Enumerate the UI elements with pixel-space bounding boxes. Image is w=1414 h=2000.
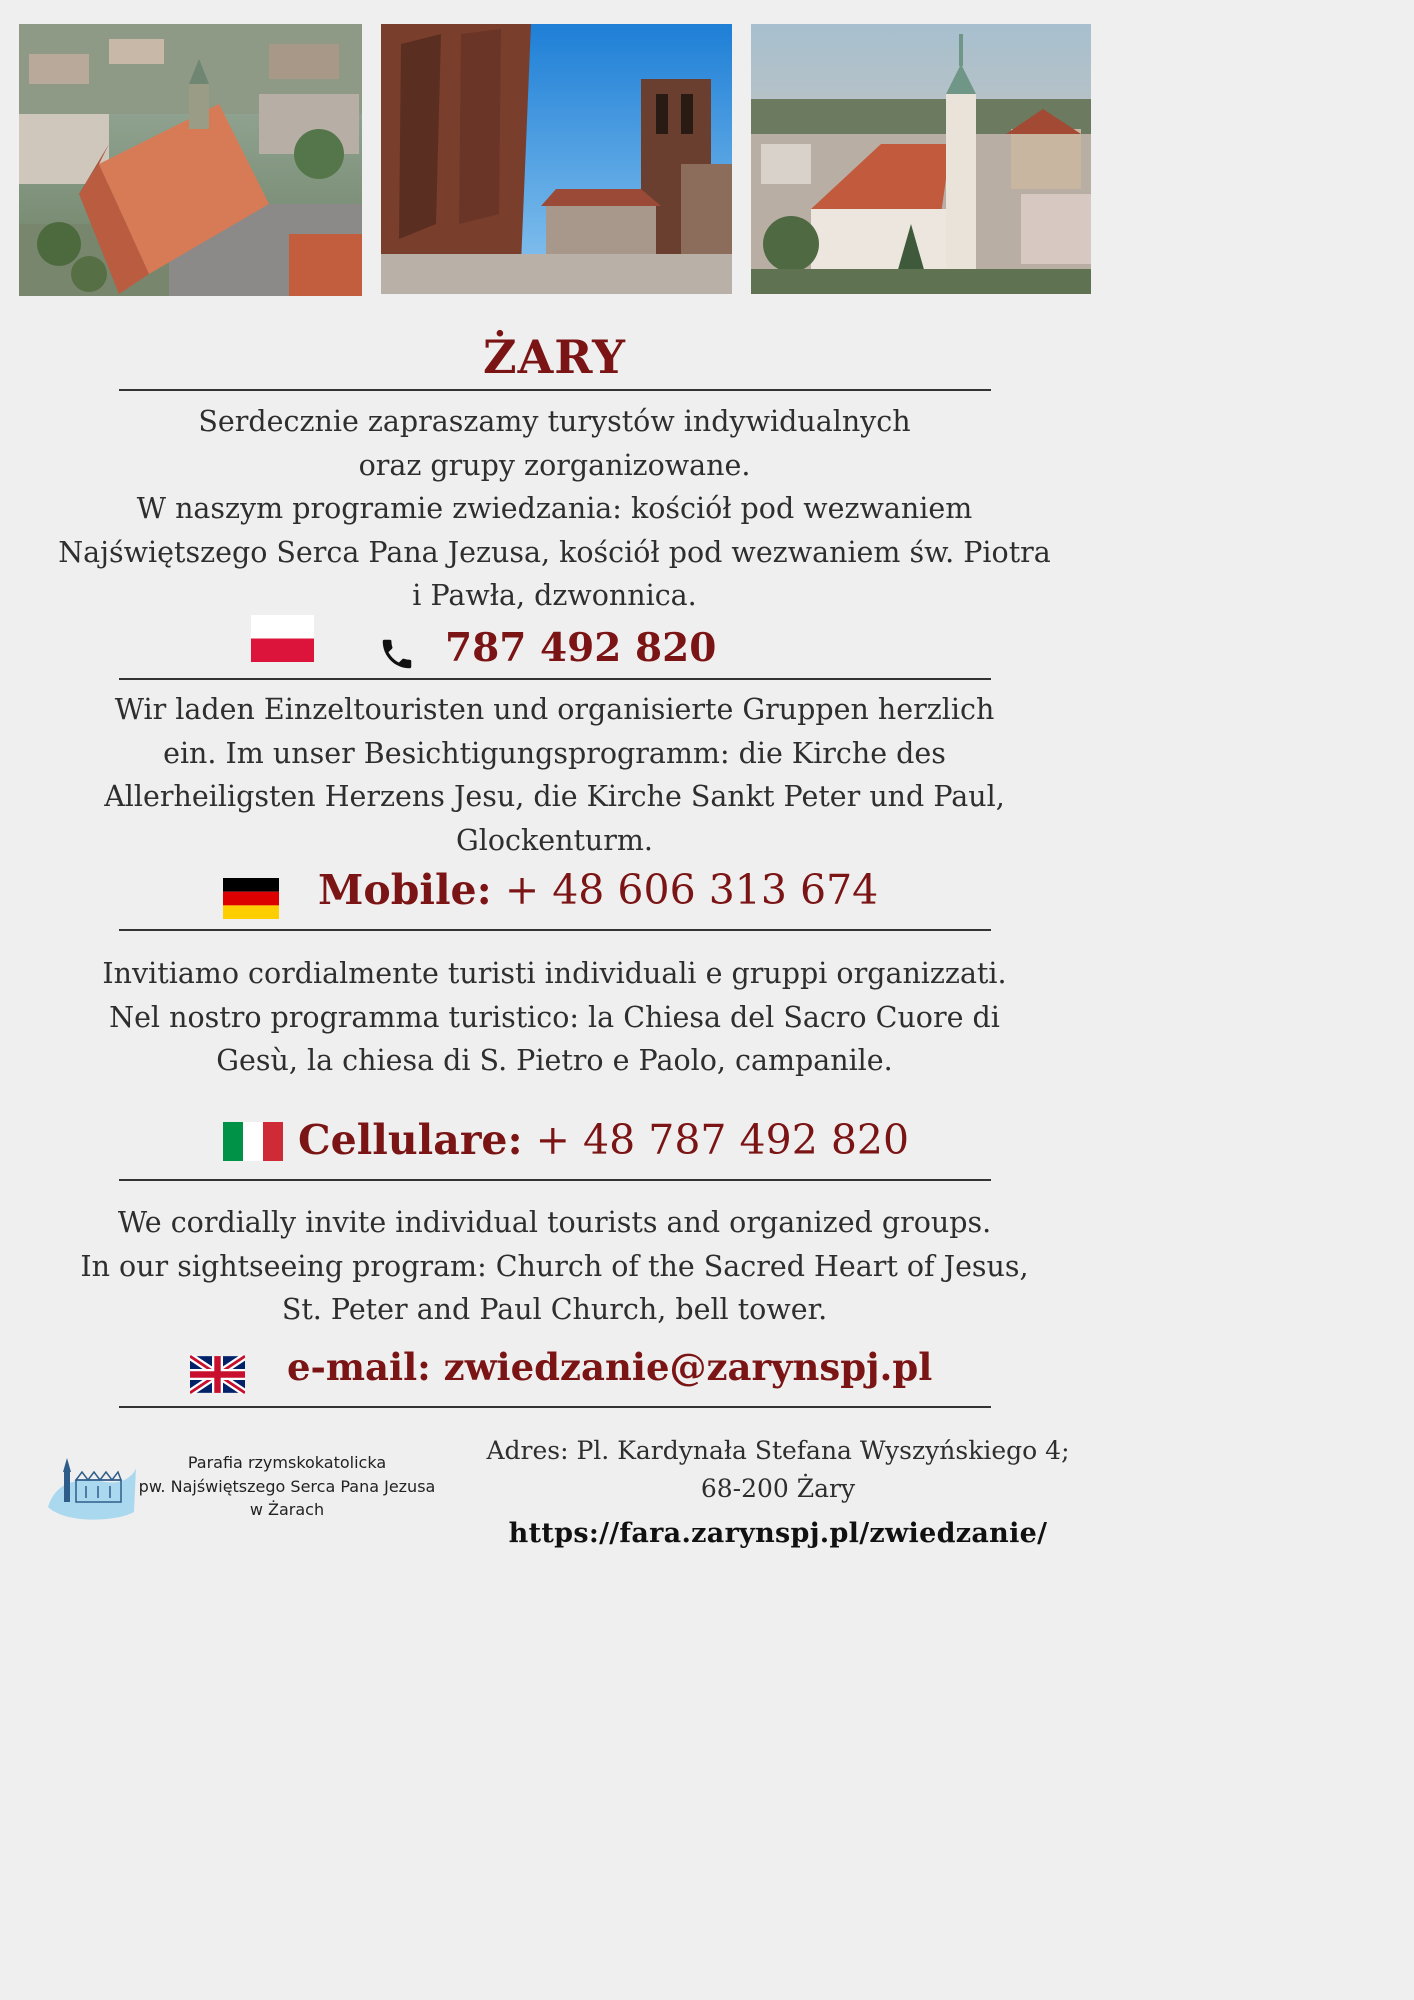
italian-description: Invitiamo cordialmente turisti individuali e gruppi organizzati. Nel nostro programma turistico: la Chiesa del Sacro Cuore di Gesù, la chiesa di S. Pietro e Paolo, campanile. [102,957,1007,1077]
divider [119,678,991,680]
website-link[interactable]: https://fara.zarynspj.pl/zwiedzanie/ [508,1518,1048,1549]
divider [119,389,991,391]
germany-flag-icon [223,878,279,919]
italy-flag-icon [223,1122,283,1161]
german-contact[interactable] [318,866,878,914]
uk-flag-icon [190,1355,245,1394]
parish-logo [46,1452,138,1522]
german-phone[interactable]: + 48 606 313 674 [491,866,879,914]
english-contact-label: e-mail: [287,1345,431,1389]
german-contact-label: Mobile: [318,866,492,914]
photo-aerial-gothic-church [19,24,362,296]
english-contact[interactable] [287,1345,932,1389]
polish-phone[interactable]: 787 492 820 [445,625,717,671]
polish-description: Serdecznie zapraszamy turystów indywidualnych oraz grupy zorganizowane. W naszym programie zwiedzania: kościół pod wezwaniem Najświętszego Serca Pana Jezusa, kościół pod wezwaniem św. Piotra i Pawła, dzwonnica. [58,405,1051,612]
divider [119,929,991,931]
address: Adres: Pl. Kardynała Stefana Wyszyńskiego 4; 68-200 Żary [486,1436,1070,1503]
italian-contact-label: Cellulare: [298,1116,523,1164]
divider [119,1179,991,1181]
photo-church-tower-courtyard [381,24,732,294]
parish-name: Parafia rzymskokatolicka pw. Najświętszego Serca Pana Jezusa w Żarach [138,1453,436,1519]
photo-white-church-town [751,24,1091,294]
page-title: ŻARY [483,330,626,384]
poland-flag-icon [251,615,314,662]
phone-icon [378,631,416,677]
italian-contact[interactable] [298,1116,909,1164]
divider [119,1406,991,1408]
english-description: We cordially invite individual tourists and organized groups. In our sightseeing program: Church of the Sacred Heart of Jesus, St. Peter and Paul Church, bell tower. [80,1206,1029,1326]
german-description: Wir laden Einzeltouristen und organisierte Gruppen herzlich ein. Im unser Besichtigungsprogramm: die Kirche des Allerheiligsten Herzens Jesu, die Kirche Sankt Peter und Paul, Glockenturm. [104,693,1005,857]
email-link[interactable]: zwiedzanie@zarynspj.pl [430,1345,933,1389]
italian-phone[interactable]: + 48 787 492 820 [522,1116,910,1164]
photo-strip [0,24,1109,296]
